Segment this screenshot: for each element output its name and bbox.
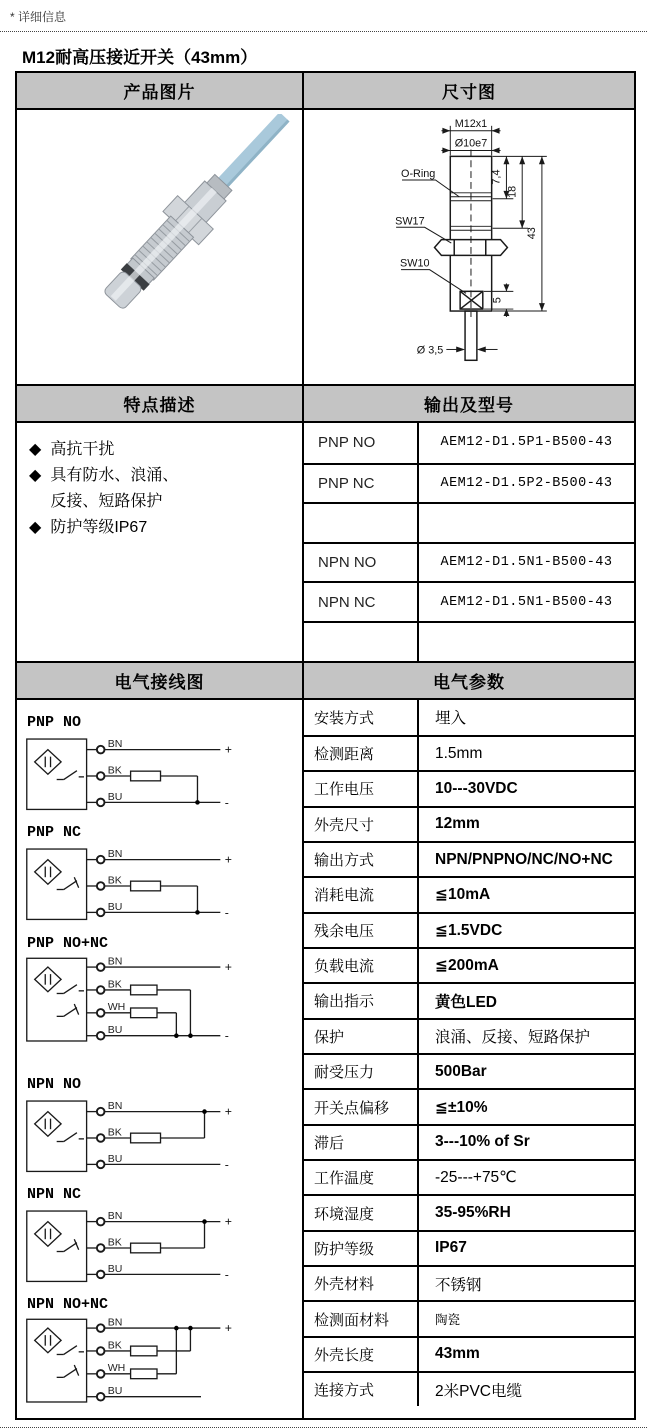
wire-label: BK [107,1236,122,1249]
minus-terminal-label: - [224,1028,229,1043]
wiring-diagram-block [25,714,245,821]
dim-label-oring: O-Ring [401,168,436,181]
param-value: ≦±10% [435,1098,488,1116]
wire-label: WH [107,1362,126,1375]
wiring-diagram-title: PNP NO+NC [27,934,109,952]
wiring-diagram-svg [25,842,245,926]
param-row [304,1336,634,1371]
feature-text: 具有防水、浪涌、反接、短路保护 [50,467,179,510]
junction-dot-icon [202,1219,207,1224]
feature-item [29,437,114,463]
load-resistor-icon [131,771,161,781]
model-number: AEM12-D1.5P2-B500-43 [440,475,613,491]
param-row [304,1159,634,1194]
param-value: 3---10% of Sr [435,1133,530,1151]
model-row [304,581,634,621]
nc-contact-icon [64,1243,77,1252]
param-row [304,1265,634,1300]
features-models-row [17,421,634,661]
feature-bullet-icon: ◆ [29,467,42,484]
param-row [304,735,634,770]
model-row [304,502,634,542]
param-row [304,876,634,911]
wiring-params-row [17,698,634,1418]
model-number [419,504,634,542]
no-contact-icon [64,770,77,779]
param-name: 耐受压力 [304,1055,419,1088]
minus-terminal-label: - [224,905,229,920]
param-name: 防护等级 [304,1232,419,1265]
header-row-electrical [17,661,634,698]
wire-label: BN [107,954,123,967]
models-table [304,423,634,661]
terminal-icon [97,1009,105,1017]
param-name: 开关点偏移 [304,1090,419,1123]
sensor-symbol-icon [35,1329,61,1354]
param-value: 35-95%RH [435,1204,511,1222]
wire-label: BN [107,1209,123,1222]
feature-bullet-icon: ◆ [29,519,42,536]
param-name: 连接方式 [304,1373,419,1406]
model-number: AEM12-D1.5P1-B500-43 [440,435,613,451]
terminal-icon [97,856,105,864]
param-name: 外壳尺寸 [304,808,419,841]
output-type: PNP NO [304,423,419,463]
page-title: M12耐高压接近开关（43mm） [22,48,258,67]
terminal-icon [97,1134,105,1142]
minus-terminal-label: - [224,794,229,809]
top-divider [0,31,647,32]
wire-label: BN [107,1099,123,1112]
sensor-symbol-icon [35,749,61,774]
wiring-diagram-svg [25,1314,245,1409]
feature-text: 防护等级IP67 [50,519,148,536]
plus-terminal-label: + [224,1104,232,1119]
terminal-icon [97,986,105,994]
cable-outline [465,311,477,360]
param-name: 检测距离 [304,737,419,770]
terminal-icon [97,909,105,917]
junction-dot-icon [174,1326,179,1331]
wire-label: BU [107,1023,123,1036]
param-row [304,947,634,982]
dim-label-thread: M12x1 [454,117,488,130]
header-output-models: 输出及型号 [304,386,634,421]
output-type: NPN NO [304,544,419,582]
param-value: ≦10mA [435,886,491,904]
terminal-icon [97,798,105,806]
param-row [304,806,634,841]
sensor-cable [214,114,289,191]
minus-terminal-label: - [224,1156,229,1171]
param-value: ≦200mA [435,957,499,975]
output-type: NPN NC [304,583,419,621]
load-resistor-icon [131,1007,157,1017]
model-number: AEM12-D1.5N1-B500-43 [440,555,613,571]
wiring-diagram-block [25,1186,245,1293]
terminal-icon [97,1218,105,1226]
plus-terminal-label: + [224,1321,232,1336]
no-contact-icon [64,984,77,993]
wiring-diagram-svg [25,1204,245,1288]
header-product-image: 产品图片 [17,73,304,108]
wire-label: BN [107,737,123,750]
param-name: 工作温度 [304,1161,419,1194]
wiring-diagram-block [25,824,245,931]
wire-label: BK [107,1339,122,1352]
features-cell [17,423,304,661]
terminal-icon [97,1348,105,1356]
dim-label-74: 7,4 [490,169,503,185]
wire-label: BK [107,874,122,887]
wire-label: BU [107,1152,123,1165]
param-value: 500Bar [435,1062,487,1080]
feature-text: 高抗干扰 [50,441,115,458]
wire-label: BU [107,900,123,913]
sensor-symbol-icon [35,860,61,885]
model-row [304,542,634,582]
wire-label: BK [107,763,122,776]
param-name: 消耗电流 [304,878,419,911]
param-row [304,1018,634,1053]
header-row-product [17,73,634,108]
load-resistor-icon [131,1133,161,1143]
sensor-symbol-icon [35,967,61,992]
wiring-diagram-block [25,935,245,1053]
feature-bullet-icon: ◆ [29,441,42,458]
wiring-diagram-title: NPN NO+NC [27,1296,109,1314]
image-row [17,108,634,384]
param-name: 输出方式 [304,843,419,876]
param-name: 环境湿度 [304,1196,419,1229]
dim-label-diameter: Ø10e7 [454,137,488,150]
dim-label-43: 43 [526,227,539,240]
param-value: 不锈钢 [435,1276,482,1294]
param-name: 外壳长度 [304,1338,419,1371]
wiring-cell [17,700,304,1418]
param-value: IP67 [435,1239,467,1257]
header-wiring: 电气接线图 [17,663,304,698]
terminal-icon [97,963,105,971]
wiring-diagram-title: PNP NC [27,824,82,842]
output-type: PNP NC [304,465,419,503]
model-row [304,423,634,463]
param-name: 外壳材料 [304,1267,419,1300]
wire-label: BU [107,790,123,803]
param-row [304,912,634,947]
junction-dot-icon [195,910,200,915]
wire-label: BN [107,847,123,860]
dimension-drawing-cell [304,110,634,384]
param-row [304,841,634,876]
spec-table [15,71,636,1420]
param-row [304,982,634,1017]
plus-terminal-label: + [224,959,232,974]
nc-contact-icon [64,1369,77,1378]
param-row [304,1053,634,1088]
output-type [304,504,419,542]
nc-contact-icon [64,1007,77,1016]
dim-label-sw17: SW17 [395,215,425,228]
wiring-diagram-svg [25,732,245,816]
param-value: 黄色LED [435,993,498,1011]
param-value: 2米PVC电缆 [435,1382,522,1400]
wiring-diagram-svg [25,953,245,1048]
param-row [304,1230,634,1265]
wiring-diagram-block [25,1076,245,1183]
load-resistor-icon [131,1369,157,1379]
terminal-icon [97,1160,105,1168]
wiring-diagram-title: PNP NO [27,713,82,731]
param-row [304,770,634,805]
terminal-icon [97,1107,105,1115]
model-row [304,463,634,503]
dim-label-sw10: SW10 [400,257,430,270]
wiring-diagram-svg [25,1094,245,1178]
load-resistor-icon [131,985,157,995]
terminal-icon [97,1031,105,1039]
load-resistor-icon [131,881,161,891]
model-number: AEM12-D1.5N1-B500-43 [440,594,613,610]
param-name: 输出指示 [304,984,419,1017]
param-row [304,1194,634,1229]
param-value: -25---+75℃ [435,1169,517,1187]
wire-label: WH [107,1000,126,1013]
param-name: 残余电压 [304,914,419,947]
param-value: 12mm [435,815,480,833]
terminal-icon [97,1371,105,1379]
param-name: 负载电流 [304,949,419,982]
wire-label: BN [107,1316,123,1329]
dim-label-5: 5 [491,297,504,304]
page [0,8,647,1428]
header-features: 特点描述 [17,386,304,421]
param-value: 陶瓷 [435,1313,461,1328]
param-value: 1.5mm [435,744,483,762]
param-name: 工作电压 [304,772,419,805]
terminal-icon [97,1271,105,1279]
param-name: 滞后 [304,1126,419,1159]
model-number [419,623,634,661]
wire-label: BU [107,1262,123,1275]
param-row [304,700,634,735]
bottom-divider [0,1427,647,1428]
plus-terminal-label: + [224,742,232,757]
param-row [304,1088,634,1123]
dim-label-cable-dia: Ø 3,5 [416,344,444,357]
wiring-diagram-title: NPN NC [27,1186,82,1203]
param-value: 10---30VDC [435,779,518,797]
terminal-icon [97,745,105,753]
param-value: ≦1.5VDC [435,921,503,939]
nc-contact-icon [64,881,77,890]
output-type [304,623,419,661]
junction-dot-icon [188,1326,193,1331]
param-name: 保护 [304,1020,419,1053]
param-row [304,1124,634,1159]
model-row [304,621,634,661]
param-value: 浪涌、反接、短路保护 [435,1029,591,1047]
dimension-drawing [304,114,634,380]
header-electrical: 电气参数 [304,663,634,698]
wiring-diagram-title: NPN NO [27,1075,82,1093]
header-row-features [17,384,634,421]
no-contact-icon [64,1132,77,1141]
param-row [304,1300,634,1335]
header-dimension: 尺寸图 [304,73,634,108]
terminal-icon [97,1244,105,1252]
load-resistor-icon [131,1347,157,1357]
wire-label: BU [107,1385,123,1398]
param-value: 埋入 [435,710,467,728]
sensor-symbol-icon [35,1111,61,1136]
terminal-icon [97,772,105,780]
product-photo-cell [17,110,304,384]
junction-dot-icon [174,1033,179,1038]
product-photo [21,114,299,380]
minus-terminal-label: - [224,1267,229,1282]
param-name: 检测面材料 [304,1302,419,1335]
feature-item [29,463,186,515]
page-note: * 详细信息 [10,10,67,24]
param-value: 43mm [435,1345,480,1363]
param-value: NPN/PNPNO/NC/NO+NC [435,850,613,868]
junction-dot-icon [202,1109,207,1114]
terminal-icon [97,1325,105,1333]
wire-label: BK [107,977,122,990]
plus-terminal-label: + [224,852,232,867]
param-row [304,1371,634,1406]
terminal-icon [97,882,105,890]
no-contact-icon [64,1346,77,1355]
params-table [304,700,634,1418]
dim-label-18: 18 [506,185,519,198]
load-resistor-icon [131,1243,161,1253]
param-name: 安装方式 [304,700,419,735]
terminal-icon [97,1393,105,1401]
wiring-diagram-block [25,1296,245,1414]
junction-dot-icon [195,800,200,805]
junction-dot-icon [188,1033,193,1038]
plus-terminal-label: + [224,1214,232,1229]
feature-item [29,515,147,541]
sensor-symbol-icon [35,1222,61,1247]
wire-label: BK [107,1125,122,1138]
